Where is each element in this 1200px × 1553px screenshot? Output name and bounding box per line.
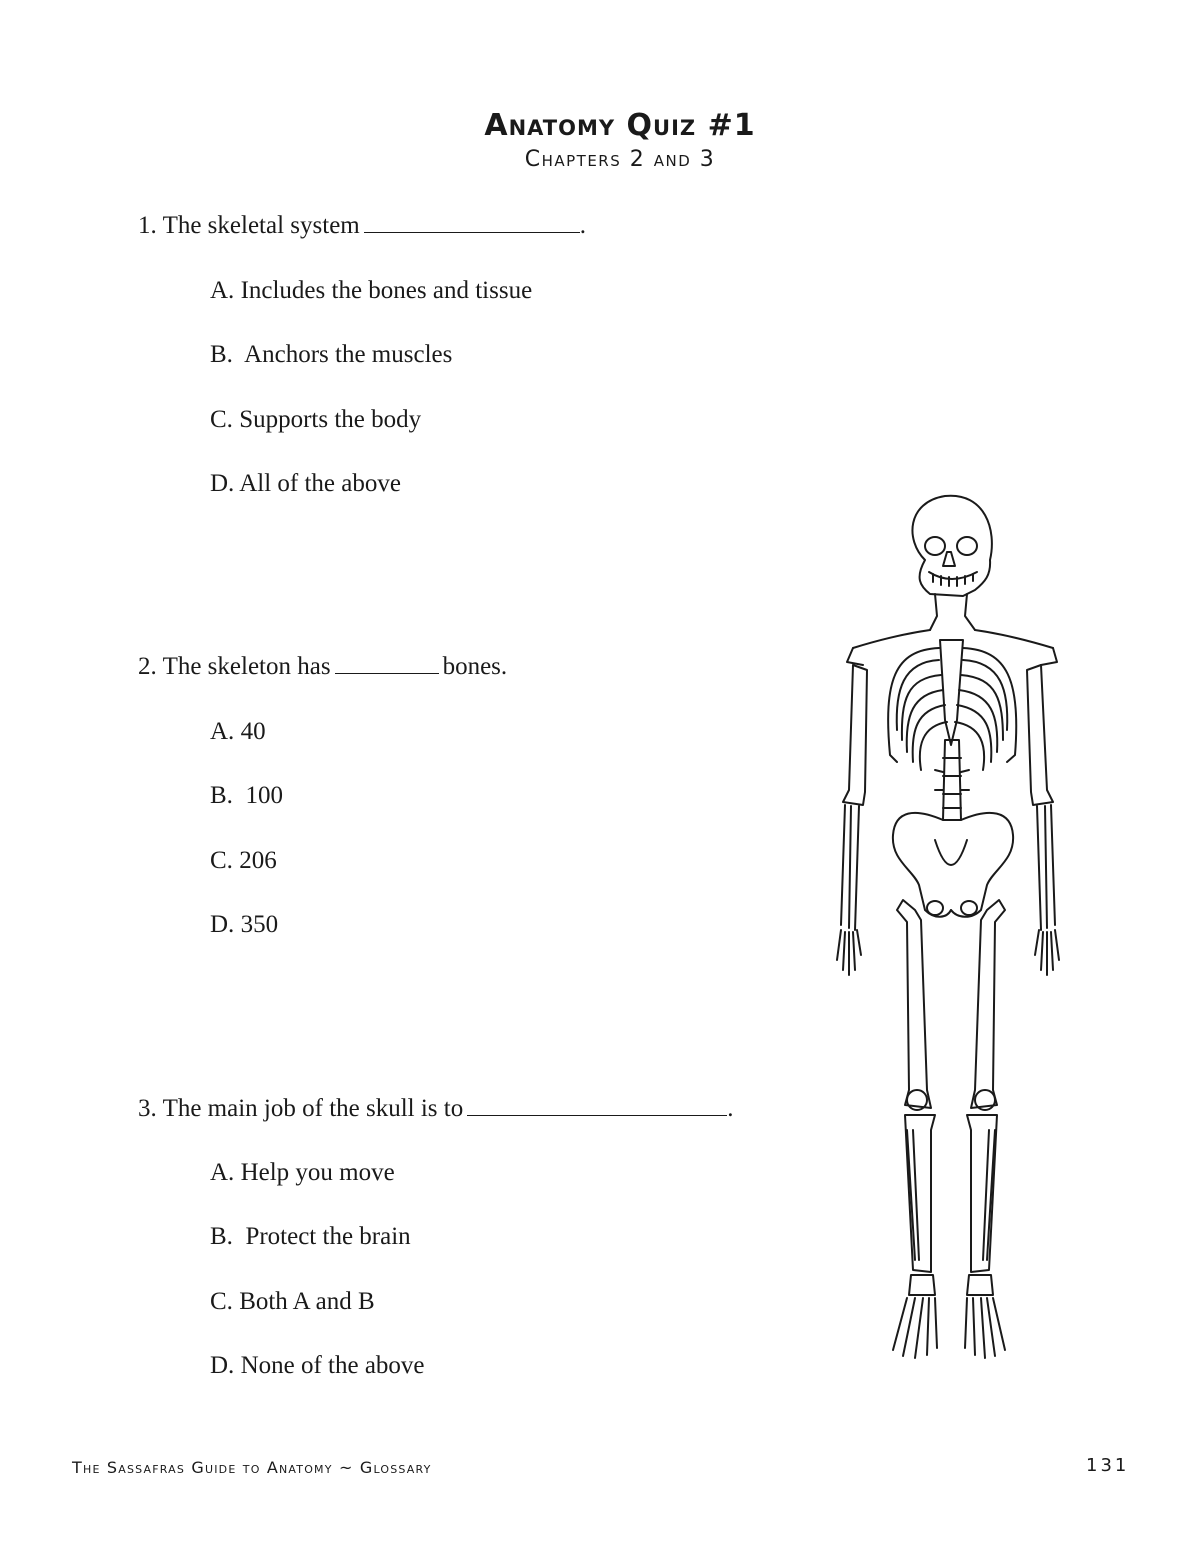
- answer-blank: [364, 212, 580, 233]
- option-text: All of the above: [239, 470, 401, 497]
- answer-blank: [335, 653, 439, 674]
- option-letter: D.: [210, 470, 235, 497]
- question-2: [138, 653, 507, 681]
- option-text: 100: [245, 782, 283, 809]
- question-text-end: bones.: [442, 653, 508, 680]
- option-letter: A.: [210, 277, 235, 304]
- option-1a: [210, 277, 532, 305]
- page-number: 131: [1086, 1455, 1130, 1476]
- option-3d: [210, 1352, 425, 1380]
- book-title-footer: The Sassafras Guide to Anatomy ~ Glossary: [72, 1458, 432, 1477]
- option-2c: [210, 847, 277, 875]
- option-1c: [210, 406, 421, 434]
- option-2a: [210, 718, 266, 746]
- option-3b: [210, 1223, 411, 1251]
- option-3c: [210, 1288, 375, 1316]
- option-text: None of the above: [240, 1352, 425, 1379]
- option-3a: [210, 1159, 395, 1187]
- option-letter: B.: [210, 1223, 233, 1250]
- option-text: Includes the bones and tissue: [240, 277, 533, 304]
- question-1: [138, 212, 586, 240]
- question-number: 2.: [138, 653, 157, 680]
- option-letter: D.: [210, 1352, 235, 1379]
- quiz-title: Anatomy Quiz #1: [484, 108, 756, 143]
- question-number: 1.: [138, 212, 157, 239]
- question-number: 3.: [138, 1095, 157, 1122]
- option-text: 350: [240, 911, 279, 938]
- option-text: Supports the body: [239, 406, 422, 433]
- option-1b: [210, 341, 452, 369]
- question-text-end: .: [727, 1095, 734, 1122]
- option-2b: [210, 782, 283, 810]
- option-letter: A.: [210, 1159, 235, 1186]
- question-text: The skeletal system: [162, 212, 360, 239]
- question-3: [138, 1095, 733, 1123]
- option-letter: C.: [210, 1288, 233, 1315]
- option-text: Both A and B: [239, 1288, 375, 1315]
- option-letter: C.: [210, 847, 233, 874]
- answer-blank: [467, 1095, 727, 1116]
- option-text: Protect the brain: [245, 1223, 411, 1250]
- option-text: Help you move: [240, 1159, 395, 1186]
- skeleton-illustration-icon: [835, 490, 1065, 1390]
- option-text: 206: [239, 847, 277, 874]
- option-text: Anchors the muscles: [244, 341, 453, 368]
- option-letter: D.: [210, 911, 235, 938]
- question-text: The main job of the skull is to: [162, 1095, 464, 1122]
- option-text: 40: [240, 718, 266, 745]
- question-text: The skeleton has: [162, 653, 331, 680]
- option-letter: A.: [210, 718, 235, 745]
- option-letter: B.: [210, 341, 233, 368]
- option-1d: [210, 470, 401, 498]
- option-letter: B.: [210, 782, 233, 809]
- option-2d: [210, 911, 278, 939]
- quiz-subtitle: Chapters 2 and 3: [524, 147, 716, 172]
- option-letter: C.: [210, 406, 233, 433]
- question-text-end: .: [579, 212, 586, 239]
